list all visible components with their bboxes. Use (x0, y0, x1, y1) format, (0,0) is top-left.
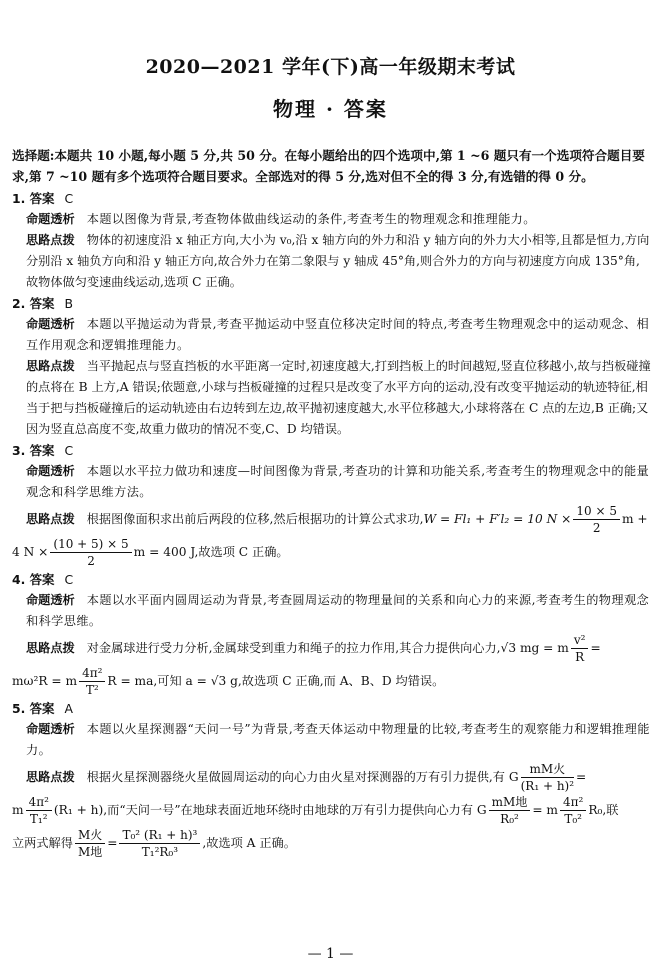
question-4-analysis (12, 590, 652, 632)
equation-text: 立两式解得 (12, 836, 73, 850)
work-equation: W = Fl₁ + F′l₂ = 10 N × (423, 512, 572, 526)
fraction-denominator: 2 (592, 521, 601, 535)
hint-label: 思路点拨 (26, 233, 75, 247)
hint-text: 根据火星探测器绕火星做圆周运动的向心力由火星对探测器的万有引力提供,有 G (86, 770, 519, 784)
fraction-denominator: M地 (77, 845, 103, 859)
equation-text: ,故选项 A 正确。 (202, 836, 296, 850)
question-number: 1. (12, 191, 26, 206)
fraction-numerator: 4π² (560, 794, 586, 811)
question-4-header (12, 569, 652, 590)
answer-label: 答案 (29, 701, 55, 716)
hint-text: 当平抛起点与竖直挡板的水平距离一定时,初速度越大,打到挡板上的时间越短,竖直位移越小,故与挡板碰撞的点将在 B 上方,A 错误;依题意,小球与挡板碰撞的过程只是改变了水平方向的运动,没有改变平抛运动的轨迹特征,相当于把与挡板碰撞后的运动轨迹由右边转到左边,故平抛初速度越大,水平位移越大,小球将落在 C 点的左边,B 正确;又因为竖直总高度不变,故重力做功的情况不变,C、D 均错误。 (26, 359, 651, 436)
question-number: 2. (12, 296, 26, 311)
fraction-denominator: T₁²R₀³ (141, 845, 179, 859)
answer-value: C (64, 191, 74, 206)
fraction (79, 665, 105, 698)
answer-value: A (64, 701, 73, 716)
question-4-equation-line (12, 665, 652, 698)
answer-label: 答案 (29, 443, 55, 458)
hint-label: 思路点拨 (26, 641, 75, 655)
fraction-numerator: T₀² (R₁ + h)³ (119, 827, 200, 844)
fraction-denominator: R (575, 650, 585, 664)
exam-title: 2020—2021 学年(下)高一年级期末考试 (145, 56, 516, 78)
analysis-text: 本题以火星探测器“天问一号”为背景,考查天体运动中物理量的比较,考查考生的观察能力和逻辑推理能力。 (26, 722, 650, 757)
subject-title: 物理 · 答案 (273, 97, 388, 121)
equation-text: = (576, 770, 587, 784)
equation-text: R = ma,可知 a = √3 g,故选项 C 正确,而 A、B、D 均错误。 (107, 674, 445, 688)
answer-label: 答案 (29, 296, 55, 311)
fraction-denominator: (R₁ + h)² (520, 779, 575, 793)
question-5-analysis (12, 719, 652, 761)
question-5-hint (12, 761, 652, 794)
analysis-text: 本题以水平面内圆周运动为背景,考查圆周运动的物理量间的关系和向心力的来源,考查考生的物理观念和科学思维。 (26, 593, 650, 628)
equation-text: = m (532, 803, 558, 817)
fraction-numerator: 4π² (79, 665, 105, 682)
fraction-denominator: T² (85, 683, 99, 697)
question-5-header (12, 698, 652, 719)
answer-value: C (64, 572, 74, 587)
analysis-label: 命题透析 (26, 464, 75, 478)
analysis-text: 本题以图像为背景,考查物体做曲线运动的条件,考查考生的物理观念和推理能力。 (86, 212, 536, 226)
hint-text: 对金属球进行受力分析,金属球受到重力和绳子的拉力作用,其合力提供向心力,√3 mg = m (86, 641, 569, 655)
fraction-denominator: T₁² (29, 812, 48, 826)
fraction-numerator: 10 × 5 (573, 503, 620, 520)
question-3-equation-line (12, 536, 652, 569)
section-instructions: 选择题:本题共 10 小题,每小题 5 分,共 50 分。在每小题给出的四个选项中,第 1 ~6 题只有一个选项符合题目要求,第 7 ~10 题有多个选项符合题目要求。全部选对的得 5 分,选对但不全的得 3 分,有选错的得 0 分。 (12, 148, 645, 184)
fraction (119, 827, 200, 860)
hint-label: 思路点拨 (26, 512, 75, 526)
analysis-text: 本题以水平拉力做功和速度—时间图像为背景,考查功的计算和功能关系,考查考生的物理观念中的能量观念和科学思维方法。 (26, 464, 650, 499)
hint-text: 根据图像面积求出前后两段的位移,然后根据功的计算公式求功, (86, 512, 424, 526)
question-4-hint (12, 632, 652, 665)
equation-text: m + (621, 512, 648, 526)
equation-text: R₀,联 (588, 803, 619, 817)
fraction (50, 536, 131, 569)
fraction (571, 632, 589, 665)
fraction (560, 794, 586, 827)
analysis-label: 命题透析 (26, 722, 75, 736)
analysis-label: 命题透析 (26, 317, 75, 331)
equation-text: m (12, 803, 24, 817)
answer-label: 答案 (29, 572, 55, 587)
hint-label: 思路点拨 (26, 359, 75, 373)
answer-body (12, 188, 652, 860)
question-3-hint (12, 503, 652, 536)
question-2-analysis (12, 314, 652, 356)
page-number: — 1 — (307, 946, 354, 962)
fraction-numerator: mM火 (521, 761, 574, 778)
fraction (521, 761, 574, 794)
fraction-numerator: 4π² (26, 794, 52, 811)
equation-text: 4 N × (12, 545, 49, 559)
equation-text: m = 400 J,故选项 C 正确。 (133, 545, 289, 559)
question-3-analysis (12, 461, 652, 503)
fraction (573, 503, 620, 536)
equation-text: = (590, 641, 601, 655)
fraction (489, 794, 531, 827)
analysis-text: 本题以平抛运动为背景,考查平抛运动中竖直位移决定时间的特点,考查考生物理观念中的运动观念、相互作用观念和逻辑推理能力。 (26, 317, 650, 352)
equation-text: (R₁ + h),而“天问一号”在地球表面近地环绕时由地球的万有引力提供向心力有 G (53, 803, 487, 817)
question-1-header (12, 188, 652, 209)
hint-label: 思路点拨 (26, 770, 75, 784)
question-number: 4. (12, 572, 26, 587)
fraction-denominator: R₀² (500, 812, 519, 826)
hint-text: 物体的初速度沿 x 轴正方向,大小为 v₀,沿 x 轴方向的外力和沿 y 轴方向的外力大小相等,且都是恒力,方向分别沿 x 轴负方向和沿 y 轴正方向,故合外力在第二象限与 y 轴成 45°角,则合外力的方向与初速度方向成 135°角,故物体做匀变速曲线运动,选项 C 正确。 (26, 233, 650, 289)
question-1-hint (12, 230, 652, 293)
question-5-equation-line (12, 794, 652, 827)
question-3-header (12, 440, 652, 461)
fraction (26, 794, 52, 827)
equation-text: = (107, 836, 118, 850)
fraction-denominator: 2 (87, 554, 95, 568)
analysis-label: 命题透析 (26, 212, 75, 226)
question-2-header (12, 293, 652, 314)
fraction-denominator: T₀² (564, 812, 582, 826)
question-number: 5. (12, 701, 26, 716)
question-5-result-line (12, 827, 652, 860)
fraction-numerator: mM地 (489, 794, 531, 811)
answer-value: C (64, 443, 74, 458)
fraction-numerator: M火 (75, 827, 105, 844)
answer-value: B (64, 296, 73, 311)
fraction-numerator: (10 + 5) × 5 (50, 536, 131, 553)
analysis-label: 命题透析 (26, 593, 75, 607)
question-1-analysis (12, 209, 652, 230)
fraction (75, 827, 105, 860)
fraction-numerator: v² (571, 632, 589, 649)
equation-text: mω²R = m (12, 674, 78, 688)
answer-label: 答案 (29, 191, 55, 206)
question-number: 3. (12, 443, 26, 458)
question-2-hint (12, 356, 652, 440)
